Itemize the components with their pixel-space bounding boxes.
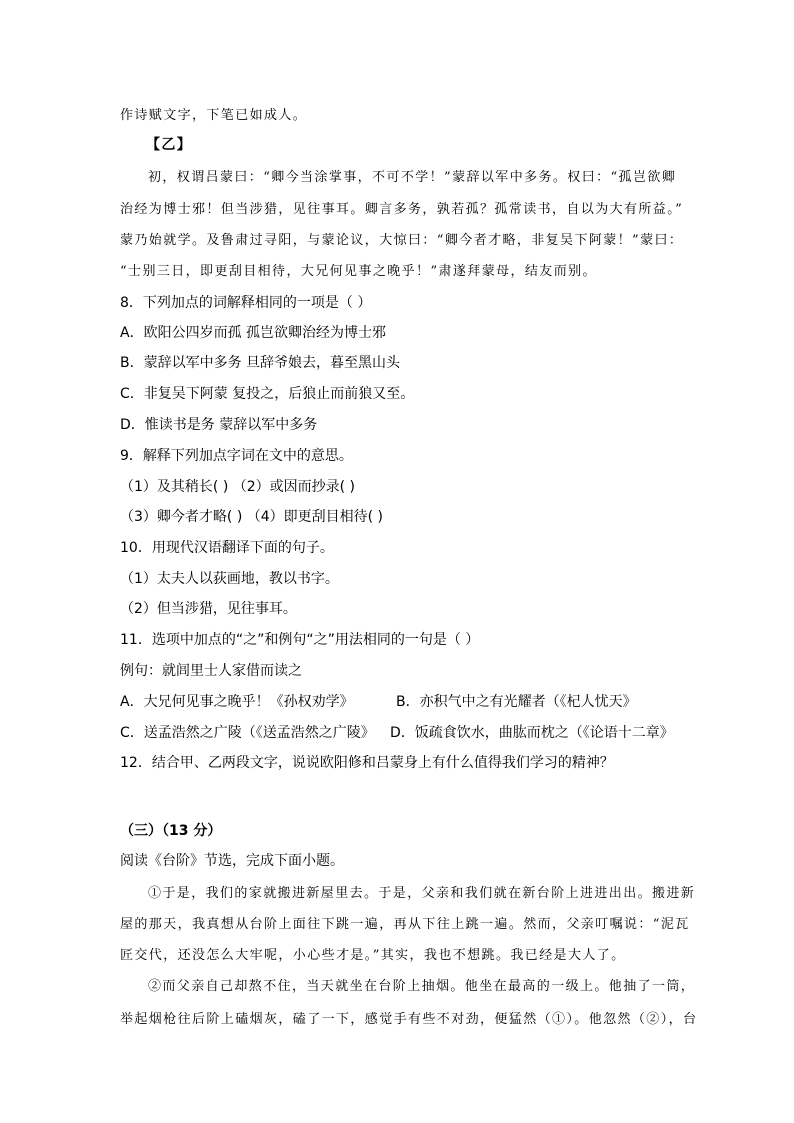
question-12: 12．结合甲、乙两段文字，说说欧阳修和吕蒙身上有什么值得我们学习的精神？ (120, 755, 614, 771)
question-11-example: 例句：就闾里士人家借而读之 (120, 663, 302, 679)
section-3-instruction: 阅读《台阶》节选，完成下面小题。 (120, 853, 344, 869)
passage-yi-line: 治经为博士邪！但当涉猎，见往事耳。卿言多务，孰若孤？孤常读书，自以为大有所益。” (120, 202, 684, 217)
passage-yi-heading: 【乙】 (146, 137, 193, 153)
question-10-item-2: （2）但当涉猎，见往事耳。 (120, 601, 297, 617)
excerpt-paragraph-1-line: 匠交代，还没怎么大牢呢，小心些才是。”其实，我也不想跳。我已经是大人了。 (120, 948, 626, 963)
question-9-items-3-4: （3）卿今者才略( ) （4）即更刮目相待( ) (120, 509, 384, 525)
question-8-option-c: C．非复吴下阿蒙 复投之，后狼止而前狼又至。 (120, 386, 415, 402)
question-8: 8．下列加点的词解释相同的一项是（ ） (120, 295, 372, 311)
question-8-option-a: A．欧阳公四岁而孤 孤岂欲卿治经为博士邪 (120, 325, 387, 341)
passage-jia-last-line: 作诗赋文字，下笔已如成人。 (120, 108, 308, 123)
question-8-option-b: B．蒙辞以军中多务 旦辞爷娘去，暮至黑山头 (120, 355, 401, 371)
question-11: 11．选项中加点的“之”和例句“之”用法相同的一句是（ ） (120, 632, 480, 648)
section-3-heading: （三）（13 分） (120, 823, 222, 839)
question-11-option-d: D．饭疏食饮水，曲肱而枕之（《论语十二章》 (390, 725, 674, 741)
excerpt-paragraph-1-line: 屋的那天，我真想从台阶上面往下跳一遍，再从下往上跳一遍。然而，父亲叮嘱说：“泥瓦 (120, 917, 690, 932)
excerpt-paragraph-1-line: ①于是，我们的家就搬进新屋里去。于是，父亲和我们就在新台阶上进进出出。搬进新 (148, 886, 696, 901)
question-8-option-d: D．惟读书是务 蒙辞以军中多务 (120, 417, 318, 433)
excerpt-paragraph-2-line: ②而父亲自己却熬不住，当天就坐在台阶上抽烟。他坐在最高的一级上。他抽了一筒， (148, 979, 696, 994)
question-9-items-1-2: （1）及其稍长( ) （2）或因而抄录( ) (120, 479, 356, 495)
question-11-option-b: B．亦积气中之有光耀者（《杞人忧天》 (396, 694, 637, 710)
passage-yi-line: 蒙乃始就学。及鲁肃过寻阳，与蒙论议，大惊曰：“卿今者才略，非复吴下阿蒙！”蒙曰： (120, 233, 684, 248)
question-10-item-1: （1）太夫人以荻画地，教以书字。 (120, 571, 339, 587)
question-10: 10．用现代汉语翻译下面的句子。 (120, 540, 334, 556)
passage-yi-line: 初，权谓吕蒙曰：“卿今当涂掌事，不可不学！”蒙辞以军中多务。权曰：“孤岂欲卿 (148, 170, 677, 185)
excerpt-paragraph-2-line: 举起烟枪往后阶上磕烟灰，磕了一下，感觉手有些不对劲，便猛然（①）。他忽然（②），台 (120, 1012, 698, 1027)
question-9: 9．解释下列加点字词在文中的意思。 (120, 448, 353, 464)
question-11-option-c: C．送孟浩然之广陵（《送孟浩然之广陵》 (120, 725, 375, 741)
question-11-option-a: A．大兄何见事之晚乎！《孙权劝学》 (120, 694, 354, 710)
passage-yi-line: “士别三日，即更刮目相待，大兄何见事之晚乎！”肃遂拜蒙母，结友而别。 (120, 264, 597, 279)
